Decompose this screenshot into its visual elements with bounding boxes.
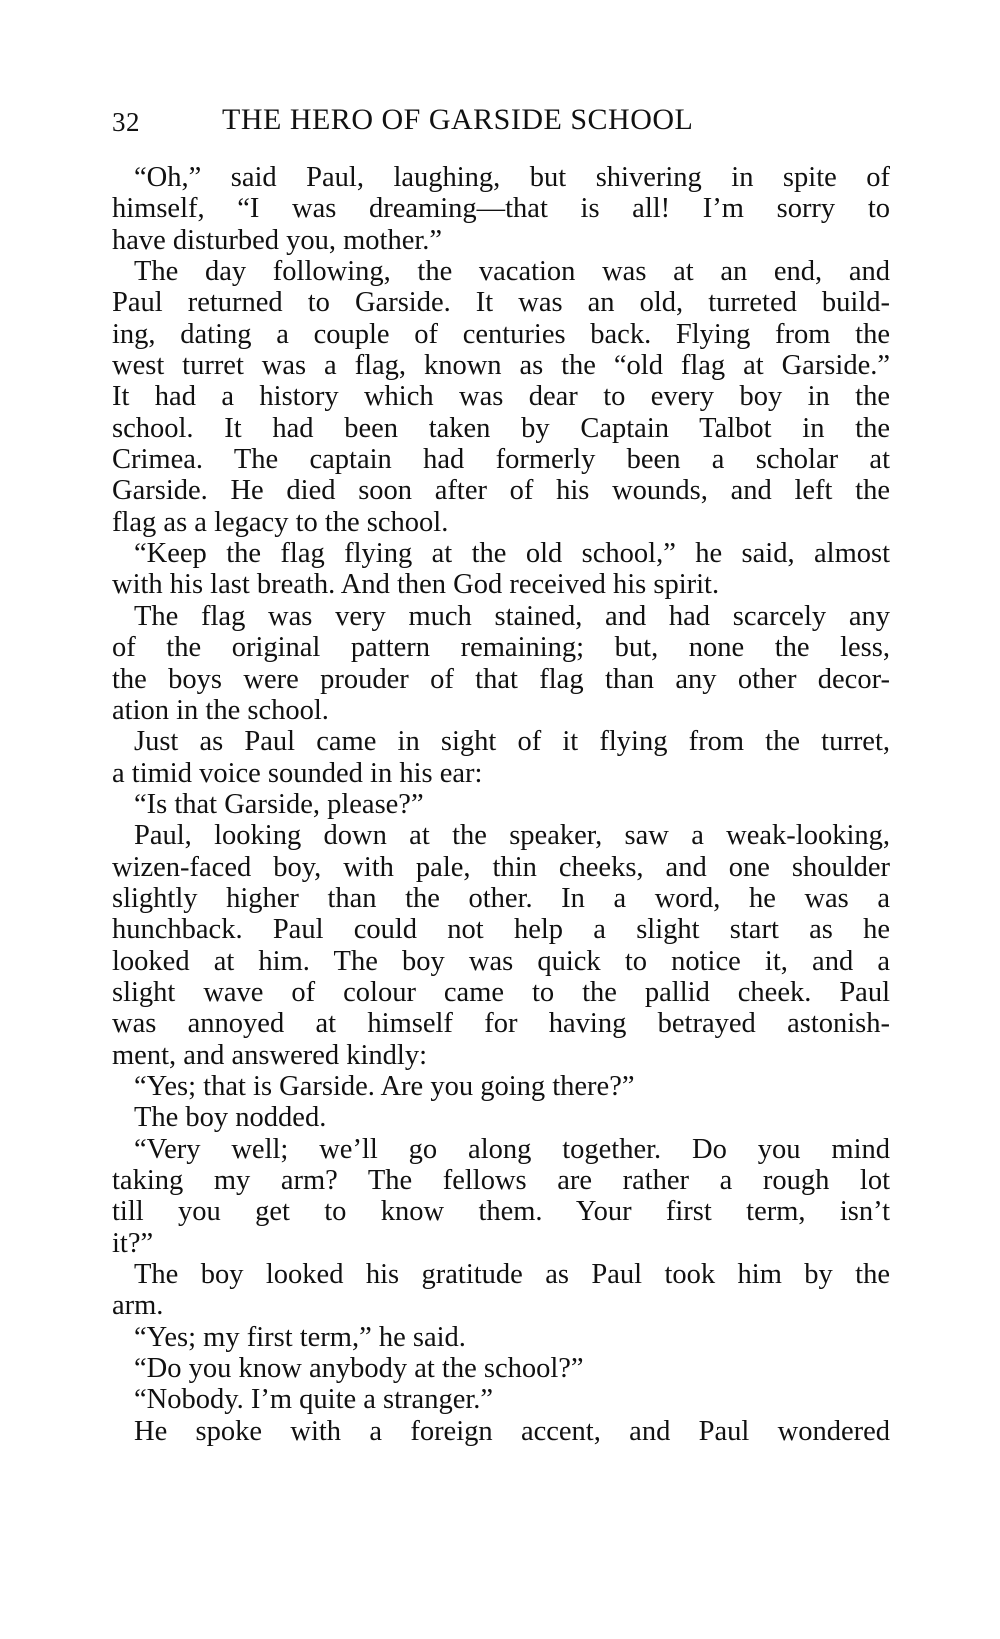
text-line: “Do you know anybody at the school?” xyxy=(134,1353,584,1385)
text-line: slight wave of colour came to the pallid cheek. Paul xyxy=(112,976,890,1008)
text-line: He spoke with a foreign accent, and Paul wondered xyxy=(134,1415,890,1447)
text-line: Paul returned to Garside. It was an old, turreted build- xyxy=(112,287,890,319)
text-line: till you get to know them. Your first term, isn’t xyxy=(112,1196,890,1228)
text-line: of the original pattern remaining; but, none the less, xyxy=(112,632,890,664)
text-line: “Oh,” said Paul, laughing, but shivering in spite of xyxy=(134,162,890,193)
running-head: THE HERO OF GARSIDE SCHOOL xyxy=(222,103,694,136)
text-line: “Very well; we’ll go along together. Do you mind xyxy=(134,1133,890,1165)
text-line: The flag was very much stained, and had scarcely any xyxy=(134,600,890,632)
text-line: Just as Paul came in sight of it flying from the turret, xyxy=(134,726,890,758)
text-line: flag as a legacy to the school. xyxy=(112,506,449,538)
text-line: ing, dating a couple of centuries back. Flying from the xyxy=(112,318,890,350)
text-line: taking my arm? The fellows are rather a rough lot xyxy=(112,1165,890,1196)
text-line: “Yes; that is Garside. Are you going there?” xyxy=(134,1070,635,1102)
page-header xyxy=(112,100,892,140)
text-line: it?” xyxy=(112,1227,154,1259)
text-line: “Yes; my first term,” he said. xyxy=(134,1321,466,1353)
text-line: The boy nodded. xyxy=(134,1102,327,1134)
text-line: wizen-faced boy, with pale, thin cheeks, and one shoulder xyxy=(112,851,890,883)
text-line: “Keep the flag flying at the old school,” he said, almost xyxy=(134,538,890,570)
text-line: looked at him. The boy was quick to notice it, and a xyxy=(112,945,890,977)
text-line: ation in the school. xyxy=(112,694,329,726)
body-text xyxy=(112,162,890,1447)
text-line: Paul, looking down at the speaker, saw a weak-looking, xyxy=(134,820,890,852)
text-line: “Is that Garside, please?” xyxy=(134,788,424,820)
text-line: with his last breath. And then God received his spirit. xyxy=(112,569,720,601)
text-line: school. It had been taken by Captain Talbot in the xyxy=(112,412,890,444)
text-line: himself, “I was dreaming—that is all! I’m sorry to xyxy=(112,193,890,225)
text-line: west turret was a flag, known as the “old flag at Garside.” xyxy=(112,350,890,382)
text-line: the boys were prouder of that flag than any other decor- xyxy=(112,663,890,695)
text-line: Garside. He died soon after of his wounds, and left the xyxy=(112,475,890,507)
text-line: The day following, the vacation was at an end, and xyxy=(134,256,890,288)
text-line: It had a history which was dear to every boy in the xyxy=(112,381,890,413)
text-line: a timid voice sounded in his ear: xyxy=(112,757,483,789)
page-number: 32 xyxy=(112,107,140,137)
text-line: hunchback. Paul could not help a slight start as he xyxy=(112,914,890,946)
text-line: ment, and answered kindly: xyxy=(112,1039,428,1071)
text-line: “Nobody. I’m quite a stranger.” xyxy=(134,1384,494,1416)
text-line: slightly higher than the other. In a word, he was a xyxy=(112,882,890,914)
text-line: The boy looked his gratitude as Paul took him by the xyxy=(134,1259,890,1291)
text-line: Crimea. The captain had formerly been a scholar at xyxy=(112,444,890,476)
text-line: have disturbed you, mother.” xyxy=(112,224,443,256)
text-line: was annoyed at himself for having betrayed astonish- xyxy=(112,1008,890,1040)
text-line: arm. xyxy=(112,1290,164,1322)
